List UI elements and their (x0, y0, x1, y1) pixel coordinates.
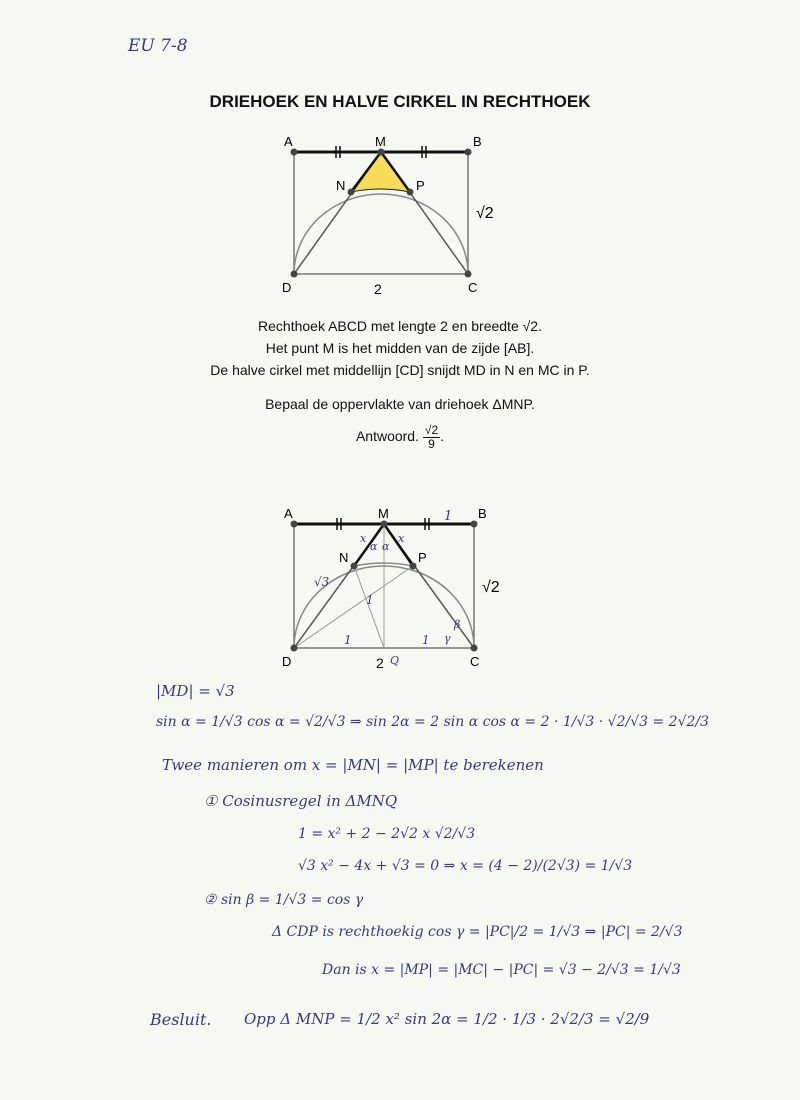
svg-text:1: 1 (344, 633, 352, 647)
point-n (348, 189, 355, 196)
svg-text:B: B (478, 506, 487, 521)
svg-text:√2: √2 (482, 579, 500, 596)
label-width: 2 (374, 281, 382, 297)
svg-text:2: 2 (376, 655, 384, 671)
svg-text:√3: √3 (314, 575, 330, 589)
point-a (291, 149, 298, 156)
problem-line-3: De halve cirkel met middellijn [CD] snijdt MD in N en MC in P. (210, 362, 590, 378)
svg-text:γ: γ (444, 632, 451, 645)
svg-text:1: 1 (444, 509, 453, 524)
svg-text:P: P (418, 550, 427, 565)
problem-question: Bepaal de oppervlakte van driehoek ΔMNP. (265, 396, 535, 412)
svg-text:β: β (454, 618, 461, 631)
point-d (291, 271, 298, 278)
answer-fraction: $\frac{√2}{9}$ (424, 423, 439, 451)
svg-text:1: 1 (422, 633, 430, 647)
svg-text:Q: Q (390, 654, 400, 667)
label-p: P (416, 178, 425, 193)
page-title: DRIEHOEK EN HALVE CIRKEL IN RECHTHOEK (209, 92, 591, 111)
label-d: D (282, 280, 292, 295)
solution-line-1: |MD| = √3 (156, 682, 235, 700)
svg-text:α: α (382, 540, 390, 553)
label-n: N (336, 178, 346, 193)
method-1-title: ① Cosinusregel in ΔMNQ (204, 792, 398, 810)
solution-line-2: sin α = 1/√3 cos α = √2/√3 ⇒ sin 2α = 2 sin α cos α = 2 · 1/√3 · √2/√3 = 2√2/3 (156, 714, 710, 730)
svg-text:A: A (284, 506, 293, 521)
figure-1 (270, 128, 510, 300)
semicircle (294, 194, 468, 274)
svg-text:D: D (282, 654, 292, 669)
problem-answer: Antwoord. $\frac{√2}{9}$ . (355, 423, 445, 451)
point-c (465, 271, 472, 278)
solution-line-3: Twee manieren om x = |MN| = |MP| te berekenen (162, 756, 544, 774)
label-b: B (473, 134, 482, 149)
method-1-eq-1: 1 = x² + 2 − 2√2 x √2/√3 (298, 826, 476, 842)
svg-text:α: α (370, 540, 378, 553)
triangle-mnp (351, 152, 410, 192)
conclusion-label: Besluit. (150, 1010, 212, 1029)
svg-text:x: x (398, 532, 405, 545)
point-p (407, 189, 414, 196)
method-2-eq-1: ② sin β = 1/√3 = cos γ (204, 892, 364, 908)
svg-text:1: 1 (366, 593, 374, 607)
method-2-eq-2: Δ CDP is rechthoekig cos γ = |PC|/2 = 1/√3 ⇒ |PC| = 2/√3 (272, 924, 683, 940)
svg-text:M: M (378, 506, 389, 521)
label-c: C (468, 280, 478, 295)
label-height: √2 (476, 205, 494, 222)
answer-label: Antwoord. (355, 428, 419, 445)
conclusion-equation: Opp Δ MNP = 1/2 x² sin 2α = 1/2 · 1/3 · 2√2/3 = √2/9 (244, 1010, 650, 1028)
method-1-eq-2: √3 x² − 4x + √3 = 0 ⇒ x = (4 − 2)/(2√3) = 1/√3 (298, 858, 633, 874)
svg-text:C: C (470, 654, 480, 669)
figure-2 (270, 500, 520, 680)
svg-text:x: x (360, 532, 367, 545)
svg-text:N: N (339, 550, 349, 565)
problem-line-2: Het punt M is het midden van de zijde [AB]. (265, 340, 535, 356)
method-2-eq-3: Dan is x = |MP| = |MC| − |PC| = √3 − 2/√3 = 1/√3 (322, 962, 681, 978)
page-code: EU 7-8 (128, 36, 188, 56)
problem-line-1: Rechthoek ABCD met lengte 2 en breedte √2. (258, 318, 542, 334)
point-m (378, 149, 385, 156)
label-a: A (284, 134, 293, 149)
label-m: M (375, 134, 386, 149)
point-b (465, 149, 472, 156)
